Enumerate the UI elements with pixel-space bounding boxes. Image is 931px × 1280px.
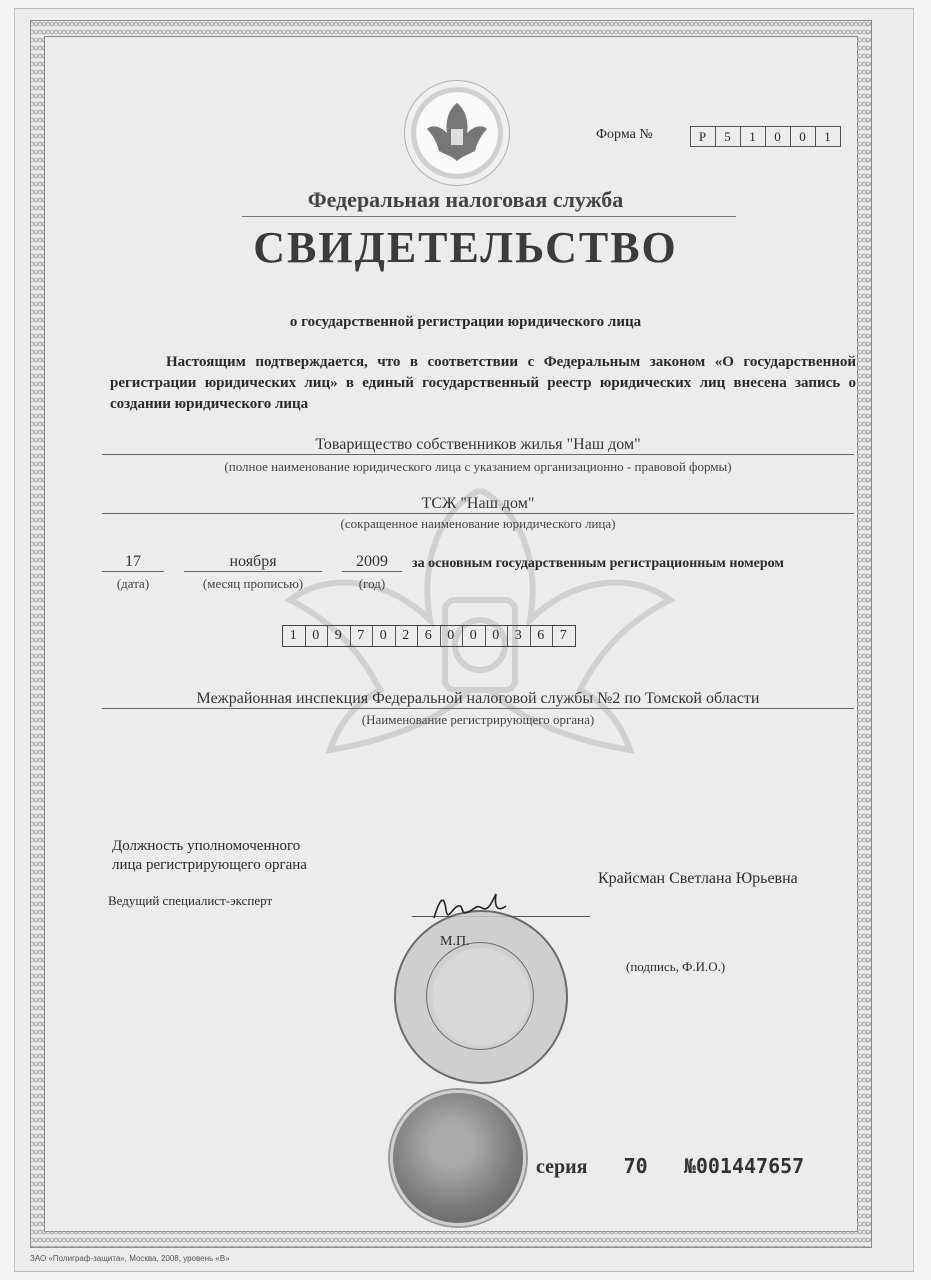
position-label-1: Должность уполномоченного	[112, 838, 301, 854]
ogrn-digit: 0	[372, 626, 395, 646]
signature-caption: (подпись, Ф.И.О.)	[626, 959, 726, 974]
stamp-place-label: М.П.	[440, 934, 470, 949]
reg-year-caption: (год)	[358, 576, 386, 591]
reg-day: 17	[102, 553, 164, 572]
ogrn-digit: 6	[530, 626, 553, 646]
stamp-inner-ring	[426, 942, 534, 1050]
entity-short-name: ТСЖ "Наш дом"	[102, 495, 854, 514]
reg-month: ноября	[184, 553, 322, 572]
eagle-icon	[427, 99, 487, 165]
signatory-name: Крайсман Светлана Юрьевна	[598, 870, 798, 887]
reg-number-lead: за основным государственным регистрационным номером	[412, 556, 784, 571]
authority-name: Межрайонная инспекция Федеральной налоговой службы №2 по Томской области	[102, 690, 854, 709]
document-title: СВИДЕТЕЛЬСТВО	[253, 223, 678, 272]
certificate-number: №001447657	[683, 1154, 805, 1178]
ogrn-digit: 1	[289, 628, 298, 643]
entity-full-name: Товарищество собственников жилья "Наш дом"	[102, 436, 854, 455]
ogrn-digit: 7	[350, 626, 373, 646]
serial-number	[536, 1154, 804, 1179]
ogrn-number	[282, 625, 576, 647]
ogrn-digit: 6	[417, 626, 440, 646]
printer-imprint: ЗАО «Полиграф-защита», Москва, 2008, уровень «В»	[30, 1254, 230, 1263]
form-number-cell: 0	[790, 127, 815, 146]
official-stamp	[394, 910, 568, 1084]
authority-caption: (Наименование регистрирующего органа)	[361, 712, 595, 727]
form-number	[690, 126, 841, 147]
handwritten-signature	[430, 888, 510, 928]
intro-paragraph: Настоящим подтверждается, что в соответствии с Федеральным законом «О государственной регистрации юридических лиц» в единый государственный реестр юридических лиц внесена запись о создании юридического лица	[110, 354, 856, 412]
document-subtitle: о государственной регистрации юридического лица	[289, 314, 642, 330]
ogrn-digit: 3	[507, 626, 530, 646]
reg-year: 2009	[342, 553, 402, 572]
ogrn-digit: 0	[305, 626, 328, 646]
series-label: серия	[536, 1156, 588, 1178]
entity-full-name-caption: (полное наименование юридического лица с указанием организационно - правовой формы)	[224, 459, 732, 474]
agency-name: Федеральная налоговая служба	[307, 187, 624, 212]
form-number-cell: Р	[698, 129, 708, 144]
entity-short-name-caption: (сокращенное наименование юридического лица)	[340, 516, 616, 531]
form-number-cell: 1	[815, 127, 840, 146]
ogrn-digit: 2	[395, 626, 418, 646]
reg-month-caption: (месяц прописью)	[202, 576, 304, 591]
ogrn-digit: 0	[462, 626, 485, 646]
ogrn-digit: 0	[485, 626, 508, 646]
series-value: 70	[623, 1154, 648, 1178]
ogrn-digit: 9	[327, 626, 350, 646]
signatory-position: Ведущий специалист-эксперт	[108, 893, 273, 908]
form-label: Форма №	[596, 127, 653, 142]
reg-day-caption: (дата)	[116, 576, 150, 591]
ogrn-digit: 0	[440, 626, 463, 646]
ogrn-digit: 7	[552, 626, 575, 646]
fns-emblem	[404, 80, 510, 186]
position-label-2: лица регистрирующего органа	[112, 857, 307, 873]
agency-rule	[242, 216, 736, 217]
hologram-seal	[390, 1090, 526, 1226]
form-number-cell: 5	[715, 127, 740, 146]
form-number-cell: 0	[765, 127, 790, 146]
form-number-cell: 1	[740, 127, 765, 146]
